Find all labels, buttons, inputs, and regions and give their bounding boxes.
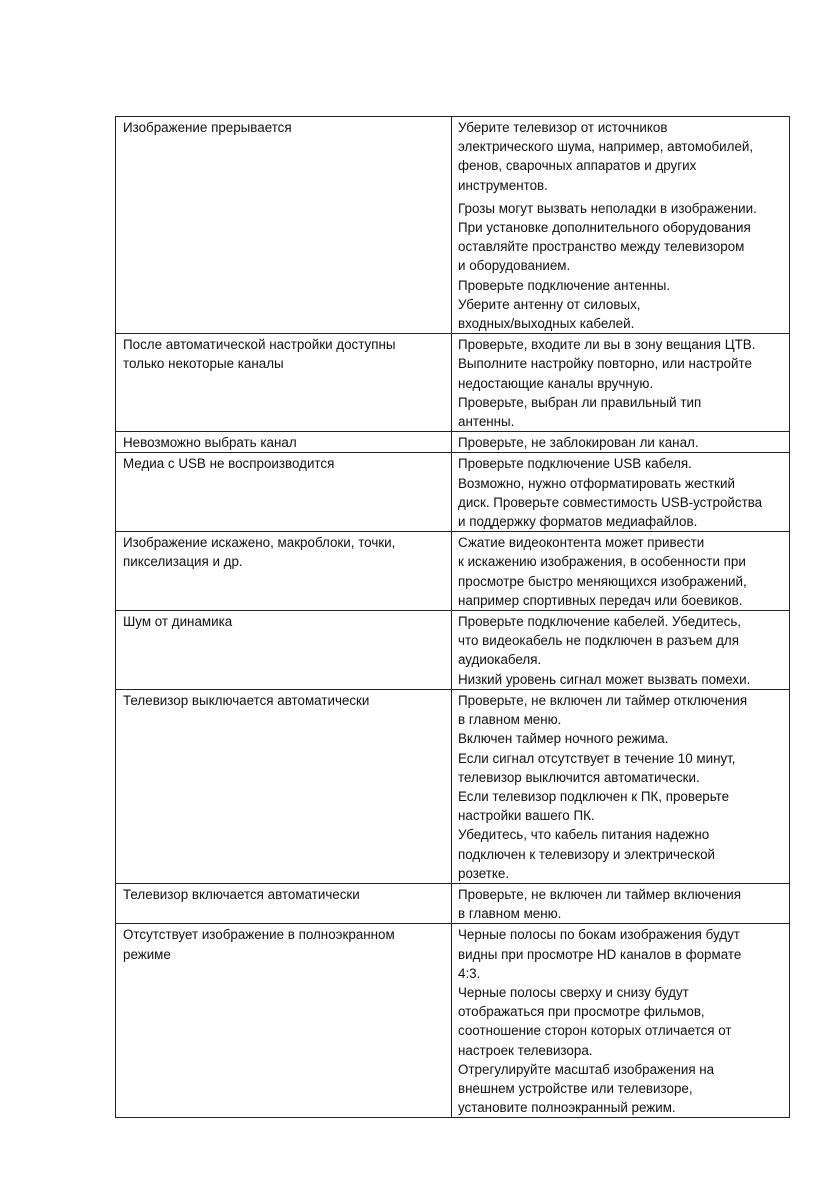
remedy-cell — [452, 432, 790, 453]
remedy-line: При установке дополнительного оборудования — [458, 220, 751, 236]
remedy-cell — [452, 883, 790, 923]
symptom-line: Медиа с USB не воспроизводится — [123, 456, 335, 472]
table-row — [116, 924, 790, 1118]
remedy-line: Если сигнал отсутствует в течение 10 минут, — [458, 750, 736, 766]
remedy-cell — [452, 117, 790, 334]
symptom-cell — [116, 611, 452, 690]
symptom-line: Изображение прерывается — [123, 120, 292, 135]
remedy-line: что видеокабель не подключен в разъем для — [458, 633, 739, 649]
remedy-line: Возможно, нужно отформатировать жесткий — [458, 475, 735, 491]
table-row — [116, 117, 790, 334]
remedy-line: оставляйте пространство между телевизором — [458, 239, 745, 255]
symptom-cell — [116, 334, 452, 432]
remedy-line: настройки вашего ПК. — [458, 808, 595, 824]
remedy-line: Черные полосы сверху и снизу будут — [458, 984, 689, 1000]
remedy-line: Проверьте, входите ли вы в зону вещания ЦТВ. — [458, 337, 756, 353]
table-row — [116, 532, 790, 611]
symptom-line: Невозможно выбрать канал — [123, 435, 297, 451]
troubleshooting-table — [115, 116, 790, 1118]
remedy-line: Отрегулируйте масштаб изображения на — [458, 1061, 715, 1077]
table-row — [116, 453, 790, 532]
remedy-line: антенны. — [458, 414, 515, 430]
remedy-line: Сжатие видеоконтента может привести — [458, 535, 705, 551]
remedy-line: видны при просмотре HD каналов в формате — [458, 946, 742, 962]
remedy-line: Убедитесь, что кабель питания надежно — [458, 827, 710, 843]
symptom-line: Телевизор включается автоматически — [123, 886, 360, 902]
remedy-line: Проверьте подключение кабелей. Убедитесь, — [458, 614, 742, 630]
symptom-line: Изображение искажено, макроблоки, точки, — [123, 535, 396, 551]
symptom-cell — [116, 924, 452, 1118]
remedy-line: входных/выходных кабелей. — [458, 316, 635, 332]
remedy-line: Уберите телевизор от источников — [458, 120, 668, 135]
remedy-cell — [452, 453, 790, 532]
remedy-line: соотношение сторон которых отличается от — [458, 1023, 732, 1039]
remedy-line: инструментов. — [458, 177, 548, 193]
table-row — [116, 432, 790, 453]
symptom-cell — [116, 689, 452, 883]
table-row — [116, 611, 790, 690]
remedy-line: аудиокабеля. — [458, 652, 542, 668]
remedy-cell — [452, 532, 790, 611]
remedy-cell — [452, 334, 790, 432]
symptom-cell — [116, 432, 452, 453]
remedy-line: Черные полосы по бокам изображения будут — [458, 927, 740, 943]
remedy-line: и поддержку форматов медиафайлов. — [458, 514, 698, 530]
remedy-line: розетке. — [458, 865, 510, 881]
remedy-line: Проверьте, не заблокирован ли канал. — [458, 435, 699, 451]
troubleshooting-table-body — [116, 117, 790, 1118]
remedy-line: настроек телевизора. — [458, 1042, 593, 1058]
remedy-line: 4:3. — [458, 965, 481, 981]
remedy-line: установите полноэкранный режим. — [458, 1100, 676, 1116]
symptom-line: режиме — [123, 946, 171, 962]
remedy-line: Грозы могут вызвать неполадки в изображении. — [458, 200, 757, 216]
remedy-line: Проверьте, не включен ли таймер отключения — [458, 692, 748, 708]
remedy-line: и оборудованием. — [458, 258, 571, 274]
symptom-cell — [116, 532, 452, 611]
remedy-line: например спортивных передач или боевиков. — [458, 592, 743, 608]
remedy-cell — [452, 924, 790, 1118]
remedy-line: Проверьте, не включен ли таймер включения — [458, 886, 741, 902]
remedy-line: Если телевизор подключен к ПК, проверьте — [458, 788, 730, 804]
remedy-line: в главном меню. — [458, 906, 562, 922]
symptom-cell — [116, 883, 452, 923]
remedy-line: Проверьте подключение USB кабеля. — [458, 456, 692, 472]
remedy-line: недостающие каналы вручную. — [458, 375, 654, 391]
symptom-line: Отсутствует изображение в полноэкранном — [123, 927, 395, 943]
table-row — [116, 334, 790, 432]
remedy-line: в главном меню. — [458, 712, 562, 728]
remedy-line: фенов, сварочных аппаратов и других — [458, 158, 697, 174]
table-row — [116, 883, 790, 923]
remedy-line: к искажению изображения, в особенности при — [458, 554, 746, 570]
remedy-line: подключен к телевизору и электрической — [458, 846, 716, 862]
remedy-line: телевизор выключится автоматически. — [458, 769, 700, 785]
remedy-line: Проверьте подключение антенны. — [458, 277, 671, 293]
remedy-cell — [452, 689, 790, 883]
remedy-line: отображаться при просмотре фильмов, — [458, 1004, 705, 1020]
remedy-line: диск. Проверьте совместимость USB-устройства — [458, 494, 763, 510]
remedy-line: Уберите антенну от силовых, — [458, 296, 641, 312]
symptom-line: Шум от динамика — [123, 614, 233, 630]
remedy-cell — [452, 611, 790, 690]
remedy-line: Выполните настройку повторно, или настройте — [458, 356, 752, 372]
table-row — [116, 689, 790, 883]
symptom-line: После автоматической настройки доступны — [123, 337, 396, 353]
remedy-line: просмотре быстро меняющихся изображений, — [458, 573, 747, 589]
symptom-line: пикселизация и др. — [123, 554, 243, 570]
remedy-line: Проверьте, выбран ли правильный тип — [458, 394, 702, 410]
symptom-cell — [116, 453, 452, 532]
remedy-line: внешнем устройстве или телевизоре, — [458, 1080, 693, 1096]
remedy-line: Включен таймер ночного режима. — [458, 731, 669, 747]
symptom-cell — [116, 117, 452, 334]
remedy-line: электрического шума, например, автомобилей, — [458, 139, 754, 155]
symptom-line: только некоторые каналы — [123, 356, 284, 372]
symptom-line: Телевизор выключается автоматически — [123, 692, 370, 708]
remedy-line: Низкий уровень сигнал может вызвать помехи. — [458, 671, 751, 687]
